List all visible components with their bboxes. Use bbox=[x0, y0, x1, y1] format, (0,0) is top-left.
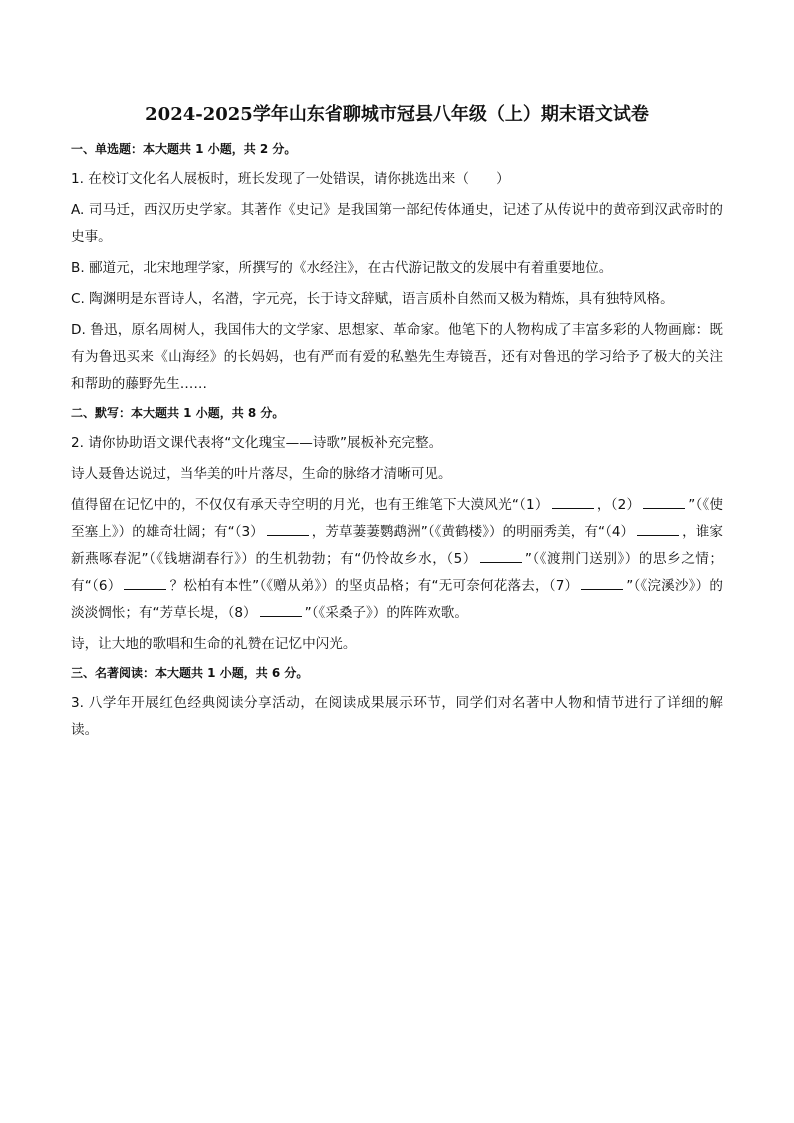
q2-text-5: ，谁家新燕啄春泥”（《钱塘湖春行》）的生机勃勃；有“仍怜故乡水，（5） bbox=[71, 524, 723, 567]
answer-blank-6[interactable] bbox=[124, 577, 166, 590]
answer-blank-5[interactable] bbox=[480, 550, 522, 563]
question-2-intro: 诗人聂鲁达说过，当华美的叶片落尽，生命的脉络才清晰可见。 bbox=[71, 466, 452, 482]
answer-blank-2[interactable] bbox=[643, 496, 685, 509]
q2-text-9: ”（《采桑子》）的阵阵欢歌。 bbox=[304, 605, 468, 621]
answer-blank-1[interactable] bbox=[552, 496, 594, 509]
question-2-stem: 2. 请你协助语文课代表将“文化瑰宝——诗歌”展板补充完整。 bbox=[71, 435, 443, 451]
section-heading-dictation: 二、默写：本大题共 1 小题，共 8 分。 bbox=[71, 406, 285, 420]
exam-title: 2024-2025学年山东省聊城市冠县八年级（上）期末语文试卷 bbox=[145, 104, 649, 125]
answer-blank-3[interactable] bbox=[267, 523, 309, 536]
question-2-outro: 诗，让大地的歌唱和生命的礼赞在记忆中闪光。 bbox=[71, 636, 357, 652]
q2-text-3: ”（《使至塞上》）的雄奇壮阔；有“（3） bbox=[71, 497, 723, 540]
question-1-stem: 1. 在校订文化名人展板时，班长发现了一处错误，请你挑选出来（ ） bbox=[71, 171, 510, 187]
exam-page bbox=[71, 100, 723, 748]
section-heading-classic-reading: 三、名著阅读：本大题共 1 小题，共 6 分。 bbox=[71, 666, 309, 680]
question-3-stem: 3. 八学年开展红色经典阅读分享活动，在阅读成果展示环节，同学们对名著中人物和情节进行了详细的解读。 bbox=[71, 695, 723, 738]
answer-blank-4[interactable] bbox=[637, 523, 679, 536]
question-1-option-a: A. 司马迁，西汉历史学家。其著作《史记》是我国第一部纪传体通史，记述了从传说中的黄帝到汉武帝时的史事。 bbox=[71, 202, 723, 245]
answer-blank-8[interactable] bbox=[260, 604, 302, 617]
question-1-option-c: C. 陶渊明是东晋诗人，名潜，字元亮，长于诗文辞赋，语言质朴自然而又极为精炼，具有独特风格。 bbox=[71, 291, 674, 307]
question-1-option-b: B. 郦道元，北宋地理学家，所撰写的《水经注》，在古代游记散文的发展中有着重要地位。 bbox=[71, 260, 613, 276]
q2-text-4: ，芳草萋萋鹦鹉洲”（《黄鹤楼》）的明丽秀美，有“（4） bbox=[311, 524, 635, 540]
question-1-option-d: D. 鲁迅，原名周树人，我国伟大的文学家、思想家、革命家。他笔下的人物构成了丰富多彩的人物画廊：既有为鲁迅买来《山海经》的长妈妈，也有严而有爱的私塾先生寿镜吾，还有对鲁迅的学习给予了极大的关注和帮助的藤野先生…… bbox=[71, 322, 723, 392]
q2-text-8: ”（《浣溪沙》）的淡淡惆怅；有“芳草长堤，（8） bbox=[71, 578, 723, 621]
answer-blank-7[interactable] bbox=[581, 577, 623, 590]
section-heading-single-choice: 一、单选题：本大题共 1 小题，共 2 分。 bbox=[71, 142, 297, 156]
q2-text-2: ，（2） bbox=[596, 497, 641, 513]
q2-text-6: ”（《渡荆门送别》）的思乡之情；有“（6） bbox=[71, 551, 723, 594]
question-2-fill-paragraph bbox=[71, 492, 723, 627]
q2-text-1: 值得留在记忆中的，不仅仅有承天寺空明的月光，也有王维笔下大漠风光“（1） bbox=[71, 497, 549, 513]
q2-text-7: ？松柏有本性”（《赠从弟》）的坚贞品格；有“无可奈何花落去，（7） bbox=[169, 578, 579, 594]
